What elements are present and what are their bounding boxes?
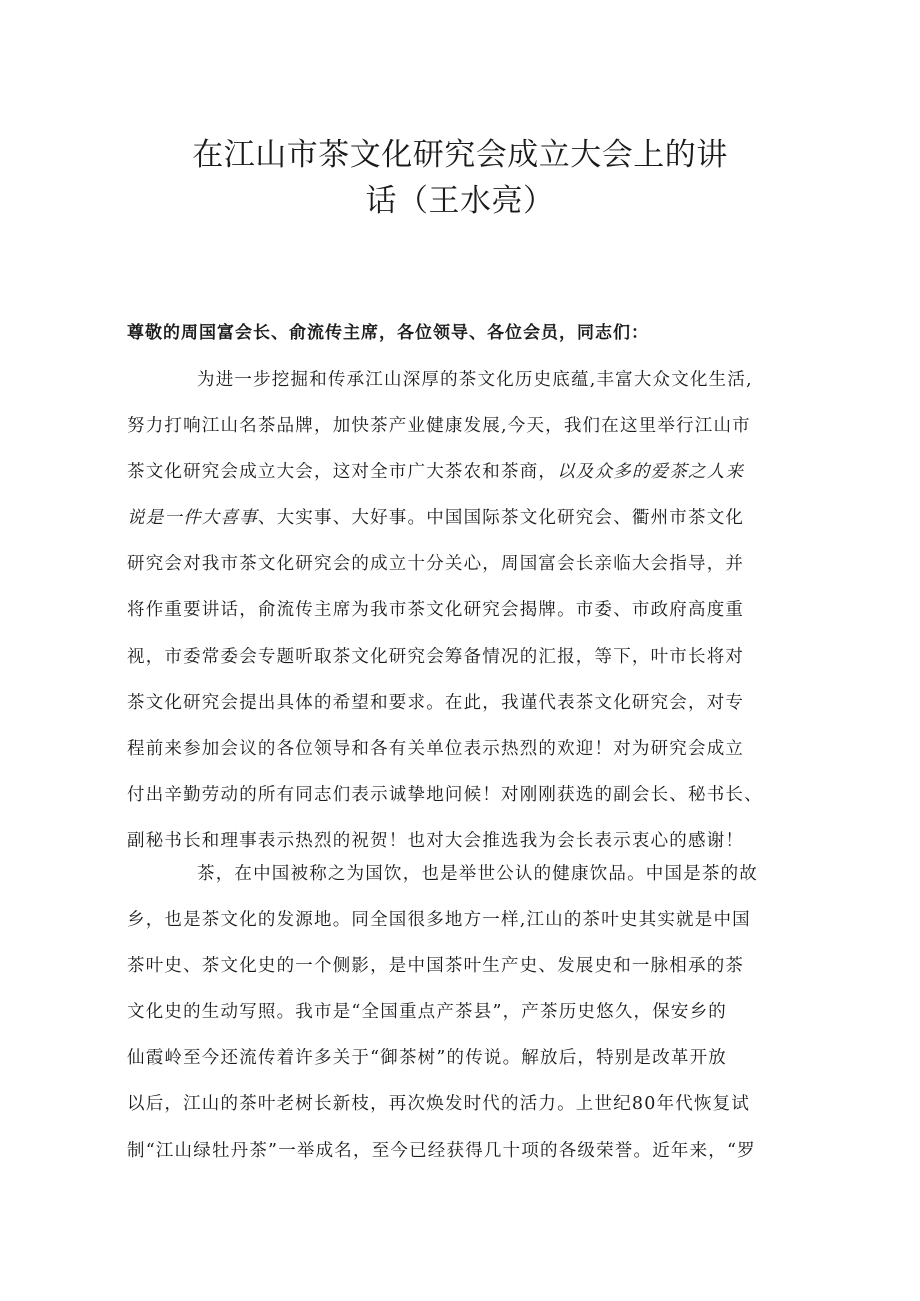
paragraph-2 [127, 851, 799, 1174]
paragraph-line: 以后，江山的茶叶老树长新枝，再次焕发时代的活力。上世纪80年代恢复试 [127, 1094, 751, 1115]
italic-phrase: 说是一件大喜事 [127, 508, 258, 529]
title-line-1: 在江山市茶文化研究会成立大会上的讲 [192, 137, 728, 173]
paragraph-line-text: 茶文化研究会成立大会，这对全市广大茶农和茶商， [127, 462, 558, 483]
paragraph-line: 程前来参加会议的各位领导和各有关单位表示热烈的欢迎！对为研究会成立 [127, 738, 745, 759]
paragraph-line: 茶，在中国被称之为国饮，也是举世公认的健康饮品。中国是茶的故 [197, 864, 758, 884]
document-title [150, 132, 770, 224]
paragraph-line: 视，市委常委会专题听取茶文化研究会筹备情况的汇报，等下，叶市长将对 [127, 646, 745, 667]
paragraph-line: 付出辛勤劳动的所有同志们表示诚挚地问候！对刚刚获选的副会长、秘书长、 [127, 784, 763, 805]
paragraph-line: 乡，也是茶文化的发源地。同全国很多地方一样,江山的茶叶史其实就是中国 [127, 910, 751, 931]
paragraph-line: 为进一步挖掘和传承江山深厚的茶文化历史底蕴,丰富大众文化生活, [197, 370, 753, 390]
paragraph-line: 努力打响江山名茶品牌，加快茶产业健康发展,今天，我们在这里举行江山市 [127, 416, 751, 437]
paragraph-line: 茶叶史、茶文化史的一个侧影，是中国茶叶生产史、发展史和一脉相承的茶 [127, 956, 745, 977]
paragraph-line: 茶文化研究会提出具体的希望和要求。在此，我谨代表茶文化研究会，对专 [127, 692, 745, 713]
paragraph-line: 副秘书长和理事表示热烈的祝贺！也对大会推选我为会长表示衷心的感谢！ [127, 830, 745, 851]
paragraph-line [127, 495, 799, 541]
title-line-2: 话（王水亮） [365, 183, 555, 219]
salutation: 尊敬的周国富会长、俞流传主席，各位领导、各位会员，同志们： [127, 323, 649, 343]
paragraph-1 [127, 357, 799, 864]
paragraph-line-text: 、大实事、大好事。中国国际茶文化研究会、衢州市茶文化 [257, 508, 745, 529]
italic-phrase: 以及众多的爱茶之人来 [557, 462, 745, 483]
paragraph-line: 制“江山绿牡丹茶”一举成名，至今已经获得几十项的各级荣誉。近年来，“罗 [127, 1140, 756, 1161]
paragraph-line: 研究会对我市茶文化研究会的成立十分关心，周国富会长亲临大会指导，并 [127, 554, 745, 575]
paragraph-line: 将作重要讲话，俞流传主席为我市茶文化研究会揭牌。市委、市政府高度重 [127, 600, 745, 621]
paragraph-line: 仙霞岭至今还流传着许多关于“御茶树”的传说。解放后，特别是改革开放 [127, 1048, 727, 1069]
paragraph-line: 文化史的生动写照。我市是“全国重点产茶县”，产茶历史悠久，保安乡的 [127, 1002, 727, 1023]
paragraph-line [127, 449, 799, 495]
